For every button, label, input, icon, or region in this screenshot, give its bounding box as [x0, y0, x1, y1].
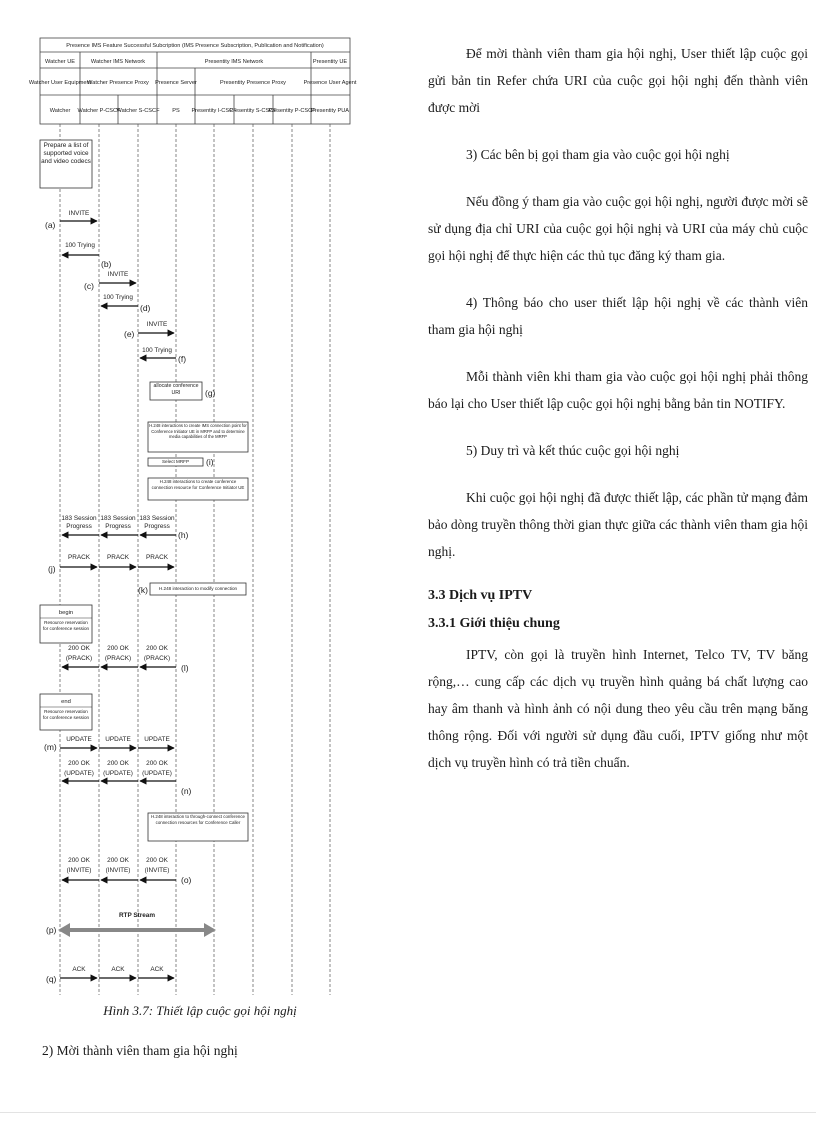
msg-prack: PRACK	[67, 554, 91, 561]
msg-update: UPDATE	[105, 736, 131, 743]
msg-200ok-update: (UPDATE)	[142, 770, 172, 777]
paragraph-6: 5) Duy trì và kết thúc cuộc gọi hội nghị	[466, 443, 680, 458]
msg-rtp-stream: RTP Stream	[118, 912, 156, 919]
msg-invite: INVITE	[107, 271, 129, 278]
note-h248-through-text: H.248 interaction to through-connect conference connection resources for Conference Caller	[151, 814, 245, 825]
msg-trying: 100 Trying	[103, 294, 133, 301]
hdr-watcher-ims: Watcher IMS Network	[90, 59, 146, 65]
left-body-text: 2) Mời thành viên tham gia hội nghị	[42, 1043, 238, 1058]
msg-prack: PRACK	[106, 554, 130, 561]
step-label-i: (i)	[206, 457, 214, 467]
msg-200ok: 200 OK	[68, 760, 90, 767]
note-reservation-text: Resource reservation for conference session	[42, 620, 90, 631]
note-end-text: end	[61, 699, 71, 705]
note-begin-text: begin	[58, 610, 74, 616]
paragraph-4: 4) Thông báo cho user thiết lập hội nghị về các thành viên tham gia hội nghị	[428, 295, 808, 337]
note-h248-modify-text: H.248 interaction to modify connection	[158, 586, 238, 591]
step-label-g: (g)	[205, 388, 216, 398]
paragraph-3: Nếu đồng ý tham gia vào cuộc gọi hội nghị, người được mời sẽ sử dụng địa chỉ URI của cuộc gọi hội nghị và URI của máy chủ cuộc gọi hội nghị để thực hiện các thủ tục đăng ký tham gia.	[428, 194, 808, 263]
paragraph-5: Mỗi thành viên khi tham gia vào cuộc gọi hội nghị phải thông báo lại cho User thiết lập cuộc gọi hội nghị bằng bản tin NOTIFY.	[428, 369, 808, 411]
msg-ack: ACK	[72, 966, 86, 973]
step-label-n: (n)	[181, 786, 192, 796]
hdr-watcher-proxy: Watcher Presence Proxy	[87, 80, 149, 86]
sequence-diagram	[0, 0, 400, 1000]
msg-183-a: 183 Session	[100, 515, 136, 522]
msg-183-a: 183 Session	[61, 515, 97, 522]
step-label-a: (a)	[45, 220, 56, 230]
msg-200ok: 200 OK	[68, 645, 90, 652]
sequence-diagram-area	[0, 0, 400, 1123]
step-label-k: (k)	[138, 585, 148, 595]
step-label-j: (j)	[48, 564, 56, 574]
step-label-m: (m)	[44, 742, 57, 752]
msg-update: UPDATE	[66, 736, 92, 743]
msg-200ok: 200 OK	[146, 857, 168, 864]
lifelines	[60, 124, 330, 995]
step-label-h: (h)	[178, 530, 189, 540]
diagram-title: Presence IMS Feature Successful Subcription (IMS Presence Subscription, Publication and Notification)	[66, 43, 324, 49]
msg-trying: 100 Trying	[142, 347, 172, 354]
hdr-presentity-ue: Presentity UE	[312, 59, 348, 65]
section-heading-iptv: 3.3 Dịch vụ IPTV	[428, 588, 533, 603]
hdr-presentity-ims: Presentity IMS Network	[204, 59, 264, 65]
msg-ack: ACK	[150, 966, 164, 973]
msg-200ok: 200 OK	[146, 645, 168, 652]
note-h248-resource-text: H.248 interactions to create conference connection resource for Conference Initiator UE	[151, 479, 245, 490]
step-label-e: (e)	[124, 329, 135, 339]
lifeline-label: Watcher S-CSCF	[116, 108, 160, 114]
msg-183-b: Progress	[66, 523, 92, 530]
paragraph-7: Khi cuộc gọi hội nghị đã được thiết lập, các phần tử mạng đảm bảo dòng truyền thông thời gian thực giữa các thành viên tham gia hội nghị.	[428, 490, 808, 559]
lifeline-label: Watcher P-CSCF	[77, 108, 121, 114]
msg-200ok: 200 OK	[146, 760, 168, 767]
paragraph-1: Để mời thành viên tham gia hội nghị, User thiết lập cuộc gọi gửi bản tin Refer chứa URI của cuộc gọi hội nghị đến thành viên được mời	[428, 46, 808, 115]
hdr-presence-server: Presence Server	[155, 80, 197, 86]
step-label-c: (c)	[84, 281, 94, 291]
subsection-heading-intro: 3.3.1 Giới thiệu chung	[428, 616, 560, 631]
step-label-l: (l)	[181, 663, 189, 673]
figure-caption: Hình 3.7: Thiết lập cuộc gọi hội nghị	[103, 1003, 297, 1018]
lifeline-label: Presentity P-CSCF	[268, 108, 316, 114]
step-label-d: (d)	[140, 303, 151, 313]
paragraph-8: IPTV, còn gọi là truyền hình Internet, Telco TV, TV băng rộng,… cung cấp các dịch vụ truyền hình quảng bá chất lượng cao hay âm thanh và hình ảnh có nội dung theo yêu cầu trên mạng băng thông rộng. Đối với người sử dụng đầu cuối, IPTV giống như một dịch vụ truyền hình có trả tiền chuẩn.	[428, 647, 808, 770]
msg-ack: ACK	[111, 966, 125, 973]
hdr-presentity-proxy: Presentity Presence Proxy	[220, 80, 286, 86]
rtp-stream-arrow	[58, 923, 216, 937]
note-h248-create-text: H.248 interactions to create IMS connection point for Conference Initiator UE in MRFP and to determine media capabilities of the MRFP	[149, 423, 247, 440]
note-reservation-text-2: Resource reservation for conference session	[42, 709, 90, 720]
msg-200ok: 200 OK	[107, 645, 129, 652]
msg-200ok-prack: (PRACK)	[65, 655, 93, 662]
msg-200ok-invite: (INVITE)	[105, 867, 131, 874]
lifeline-label: Presentity I-CSCF	[191, 108, 237, 114]
msg-200ok: 200 OK	[107, 857, 129, 864]
step-label-q: (q)	[46, 974, 57, 984]
paragraph-2: 3) Các bên bị gọi tham gia vào cuộc gọi hội nghị	[466, 147, 730, 162]
step-label-p: (p)	[46, 925, 57, 935]
msg-200ok-prack: (PRACK)	[104, 655, 132, 662]
msg-prack: PRACK	[145, 554, 169, 561]
msg-200ok-update: (UPDATE)	[103, 770, 133, 777]
note-select-mrfp-text: Select MRFP	[161, 459, 190, 464]
msg-200ok: 200 OK	[107, 760, 129, 767]
hdr-presence-ua: Presence User Agent	[303, 80, 357, 86]
msg-200ok-invite: (INVITE)	[144, 867, 170, 874]
step-label-b: (b)	[101, 259, 112, 269]
message-arrows	[60, 221, 176, 978]
msg-200ok-invite: (INVITE)	[66, 867, 92, 874]
lifeline-label: Presentity S-CSCF	[229, 108, 277, 114]
lifeline-label: Watcher	[49, 108, 71, 114]
msg-200ok-update: (UPDATE)	[64, 770, 94, 777]
note-prepare-text: Prepare a list of supported voice and video codecs	[41, 142, 91, 165]
msg-183-b: Progress	[105, 523, 131, 530]
msg-200ok: 200 OK	[68, 857, 90, 864]
msg-invite: INVITE	[68, 210, 90, 217]
note-allocate-text: allocate conference URI	[153, 383, 199, 396]
msg-update: UPDATE	[144, 736, 170, 743]
step-label-f: (f)	[178, 354, 187, 364]
msg-invite: INVITE	[146, 321, 168, 328]
page-bottom-rule	[0, 1112, 816, 1113]
hdr-watcher-ue: Watcher UE	[45, 59, 75, 65]
right-text-column	[428, 40, 808, 796]
msg-183-b: Progress	[144, 523, 170, 530]
lifeline-label: Presentity PUA	[311, 108, 349, 114]
msg-trying: 100 Trying	[65, 242, 95, 249]
msg-200ok-prack: (PRACK)	[143, 655, 171, 662]
msg-183-a: 183 Session	[139, 515, 175, 522]
hdr-watcher-equipment: Watcher User Equipment	[28, 80, 92, 86]
step-label-o: (o)	[181, 875, 192, 885]
lifeline-label: PS	[172, 108, 180, 114]
